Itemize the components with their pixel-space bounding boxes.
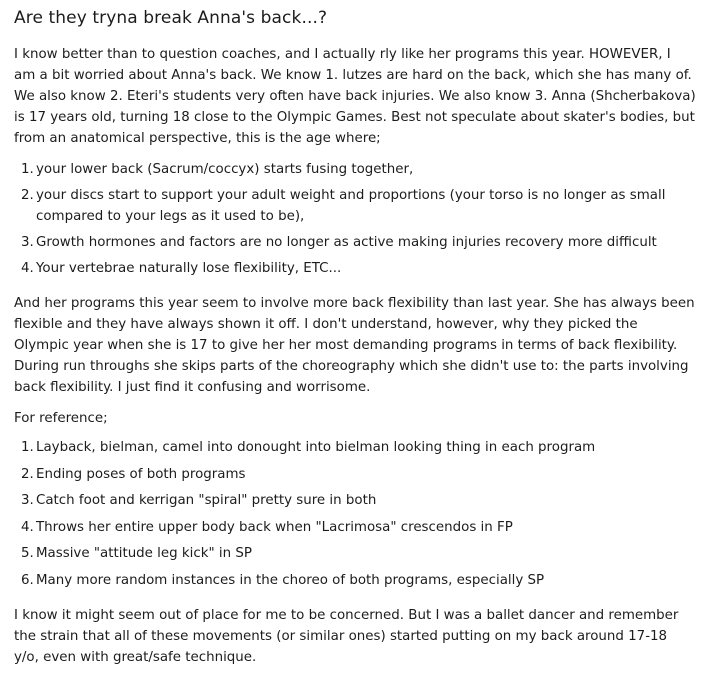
reference-list-item xyxy=(21,517,696,538)
list-text: your lower back (Sacrum/coccyx) starts fusing together, xyxy=(36,162,414,177)
post-body xyxy=(14,6,696,678)
list-number: 3. xyxy=(21,235,34,250)
post-title[interactable]: Are they tryna break Anna's back...? xyxy=(14,8,328,28)
list-text: Massive "attitude leg kick" in SP xyxy=(36,546,252,562)
intro-paragraph: I know better than to question coaches, and I actually rly like her programs this year. HOWEVER, I am a bit worried about Anna's back. We know 1. lutzes are hard on the back, which she has many of. We also know 2. Eteri's students very often have back injuries. We also know 3. Anna (Shcherbakova) is 17 years old, turning 18 close to the Olympic Games. Best not speculate about skater's bodies, but from an anatomical perspective, this is the age where; xyxy=(14,47,696,146)
list-number: 2. xyxy=(21,466,34,482)
list-text: Layback, bielman, camel into donought into bielman looking thing in each program xyxy=(36,440,596,455)
reference-label: For reference; xyxy=(14,411,108,426)
list-number: 4. xyxy=(21,519,34,535)
reference-list-item xyxy=(21,464,696,485)
age-list-item xyxy=(21,159,696,180)
list-number: 3. xyxy=(21,493,34,509)
age-list-item xyxy=(21,258,696,279)
list-number: 1. xyxy=(21,440,34,455)
list-text: Many more random instances in the choreo of both programs, especially SP xyxy=(36,572,545,588)
list-number: 5. xyxy=(21,546,34,562)
age-list-item xyxy=(21,232,696,253)
list-number: 2. xyxy=(21,188,34,203)
age-list-item xyxy=(21,185,696,227)
list-number: 4. xyxy=(21,261,34,276)
list-number: 6. xyxy=(21,572,34,588)
middle-paragraph: And her programs this year seem to involve more back flexibility than last year. She has always been flexible and they have always shown it off. I don't understand, however, why they picked the Olympic year when she is 17 to give her her most demanding programs in terms of back flexibility. During run throughs she skips parts of the choreography which she didn't use to: the parts involving back flexibility. I just find it confusing and worrisome. xyxy=(14,296,695,395)
list-text: Ending poses of both programs xyxy=(36,466,246,482)
age-list xyxy=(14,159,696,279)
reference-list-item xyxy=(21,570,696,591)
reference-list-item xyxy=(21,543,696,564)
list-text: Your vertebrae naturally lose flexibility, ETC... xyxy=(36,261,342,276)
list-text: Catch foot and kerrigan "spiral" pretty sure in both xyxy=(36,493,377,509)
list-text: your discs start to support your adult weight and proportions (your torso is no longer as small compared to your legs as it used to be), xyxy=(36,188,666,224)
list-text: Throws her entire upper body back when "Lacrimosa" crescendos in FP xyxy=(36,519,513,535)
closing-paragraph: I know it might seem out of place for me to be concerned. But I was a ballet dancer and remember the strain that all of these movements (or similar ones) started putting on my back around 17-18 y/o, even with great/safe technique. xyxy=(14,607,679,665)
reference-list-item xyxy=(21,437,696,458)
list-text: Growth hormones and factors are no longer as active making injuries recovery more difficult xyxy=(36,235,657,250)
reference-list xyxy=(14,437,696,591)
list-number: 1. xyxy=(21,162,34,177)
reference-list-item xyxy=(21,490,696,511)
